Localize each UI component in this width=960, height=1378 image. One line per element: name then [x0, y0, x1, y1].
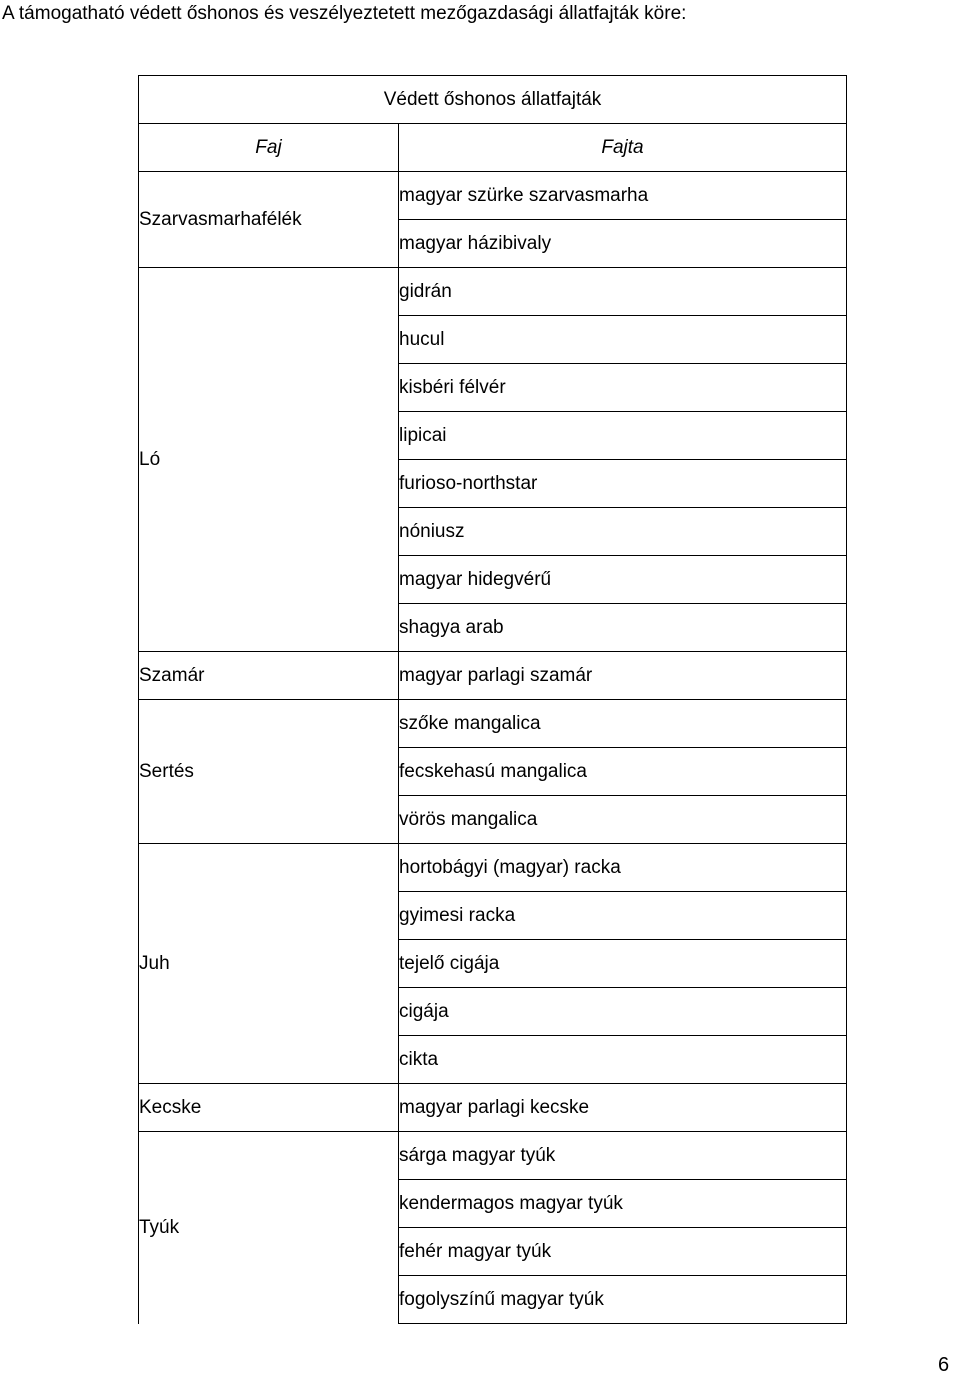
breed-cell: lipicai [399, 412, 847, 460]
table-row [139, 1132, 847, 1180]
breed-cell: shagya arab [399, 604, 847, 652]
breed-cell: magyar házibivaly [399, 220, 847, 268]
table-row [139, 700, 847, 748]
species-cell: Juh [139, 844, 399, 1084]
breed-cell: tejelő cigája [399, 940, 847, 988]
breed-cell: fecskehasú mangalica [399, 748, 847, 796]
column-header-faj: Faj [139, 124, 399, 172]
breed-cell: magyar hidegvérű [399, 556, 847, 604]
breed-cell: szőke mangalica [399, 700, 847, 748]
table-row [139, 172, 847, 220]
species-cell: Kecske [139, 1084, 399, 1132]
breed-cell: cigája [399, 988, 847, 1036]
breed-cell: kisbéri félvér [399, 364, 847, 412]
column-header-fajta: Fajta [399, 124, 847, 172]
breed-cell: magyar parlagi szamár [399, 652, 847, 700]
species-cell: Szarvasmarhafélék [139, 172, 399, 268]
page-number: 6 [938, 1354, 950, 1376]
species-cell: Szamár [139, 652, 399, 700]
breed-cell: nóniusz [399, 508, 847, 556]
breed-cell: fogolyszínű magyar tyúk [399, 1276, 847, 1324]
intro-heading: A támogatható védett őshonos és veszélyeztetett mezőgazdasági állatfajták köre: [2, 3, 687, 24]
breed-cell: magyar szürke szarvasmarha [399, 172, 847, 220]
breed-cell: gyimesi racka [399, 892, 847, 940]
table-row [139, 1084, 847, 1132]
breeds-table [138, 75, 847, 1324]
breed-cell: cikta [399, 1036, 847, 1084]
table-row [139, 844, 847, 892]
breed-cell: furioso-northstar [399, 460, 847, 508]
breed-cell: hortobágyi (magyar) racka [399, 844, 847, 892]
table-row [139, 268, 847, 316]
breed-cell: sárga magyar tyúk [399, 1132, 847, 1180]
breed-cell: magyar parlagi kecske [399, 1084, 847, 1132]
species-cell: Ló [139, 268, 399, 652]
breed-cell: fehér magyar tyúk [399, 1228, 847, 1276]
breed-cell: hucul [399, 316, 847, 364]
species-cell: Tyúk [139, 1132, 399, 1324]
table-title: Védett őshonos állatfajták [139, 76, 847, 124]
table-body [139, 172, 847, 1324]
breed-cell: gidrán [399, 268, 847, 316]
table-row [139, 652, 847, 700]
species-cell: Sertés [139, 700, 399, 844]
breed-cell: vörös mangalica [399, 796, 847, 844]
breed-cell: kendermagos magyar tyúk [399, 1180, 847, 1228]
